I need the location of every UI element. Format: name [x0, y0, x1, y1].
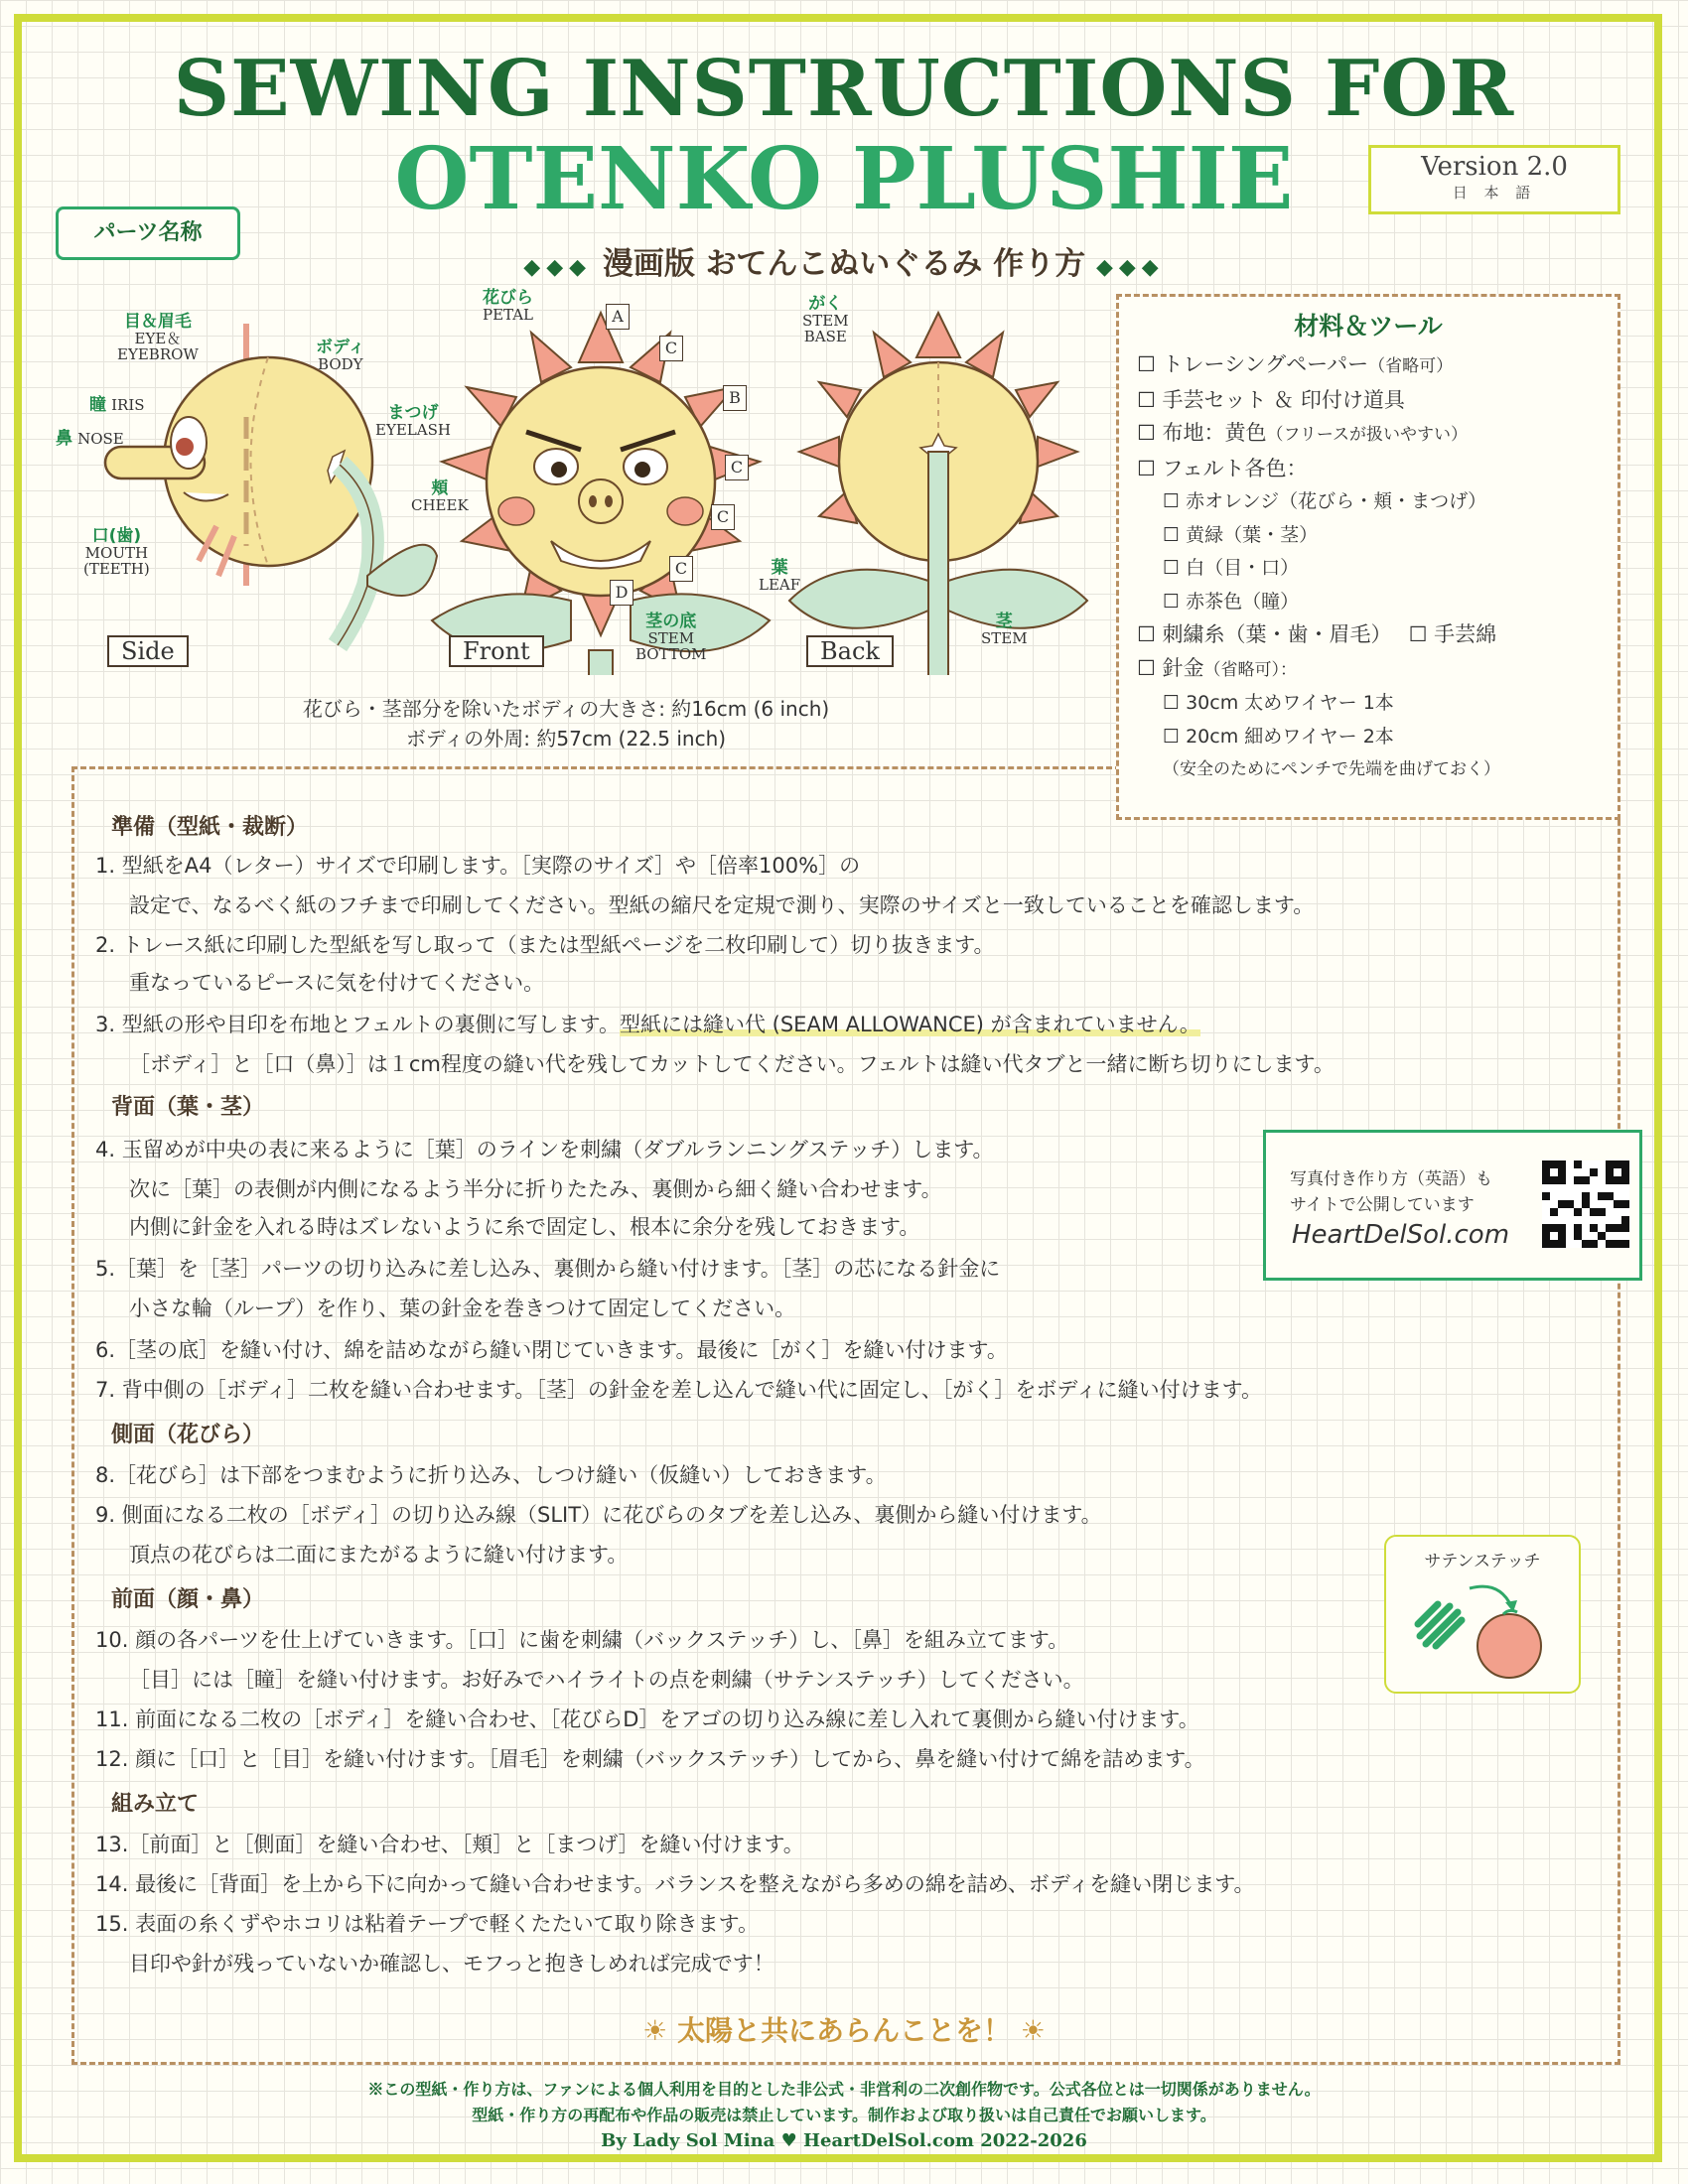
label-nose: 鼻 NOSE	[56, 429, 124, 449]
step-10: 10. 顔の各パーツを仕上げていきます。［口］に歯を刺繍（バックステッチ）し、［鼻］を組み立てます。	[95, 1628, 1069, 1652]
satin-stitch-box	[1384, 1535, 1581, 1694]
step-1-cont: 設定で、なるべく紙のフチまで印刷してください。型紙の縮尺を定規で測り、実際のサイズと一致していることを確認します。	[129, 893, 1315, 917]
petal-letter-c: C	[669, 556, 693, 582]
parts-tag: パーツ名称	[56, 206, 240, 260]
footer-line-2: 型紙・作り方の再配布や作品の販売は禁止しています。制作および取り扱いは自己責任でお願いします。	[472, 2106, 1216, 2124]
sun-icon: ☀	[1020, 2014, 1046, 2047]
material-item: ☐ 黄緑（葉・茎）	[1163, 523, 1319, 546]
materials-title: 材料＆ツール	[1294, 312, 1443, 341]
step-10-cont: ［目］には［瞳］を縫い付けます。お好みでハイライトの点を刺繍（サテンステッチ）してください。	[129, 1668, 1084, 1692]
step-5-cont: 小さな輪（ループ）を作り、葉の針金を巻きつけて固定してください。	[129, 1297, 796, 1320]
material-item: ☐ 刺繍糸（葉・歯・眉毛） ☐ 手芸綿	[1137, 622, 1497, 646]
side-view-illustration	[105, 324, 437, 645]
version-label: Version 2.0	[1421, 152, 1568, 182]
front-view-illustration	[432, 313, 770, 675]
label-leaf: 葉 LEAF	[759, 558, 801, 594]
step-13: 13.［前面］と［側面］を縫い合わせ、［頬］と［まつげ］を縫い付けます。	[95, 1833, 804, 1856]
label-cheek: 頬 CHEEK	[411, 478, 469, 514]
material-item: ☐ 赤オレンジ（花びら・頬・まつげ）	[1163, 490, 1487, 512]
label-petal: 花びら PETAL	[483, 288, 534, 324]
step-4-cont: 次に［葉］の表側が内側になるよう半分に折りたたみ、裏側から細く縫い合わせます。	[129, 1177, 942, 1201]
section-prep: 準備（型紙・裁断）	[111, 815, 309, 840]
title-line-2: OTENKO PLUSHIE	[394, 129, 1294, 229]
step-9-cont: 頂点の花びらは二面にまたがるように縫い付けます。	[129, 1543, 629, 1567]
back-view-illustration	[789, 313, 1087, 675]
satin-stitch-icon	[1400, 1576, 1565, 1686]
footer-line-1: ※この型紙・作り方は、ファンによる個人利用を目的とした非公式・非営利の二次創作物です。公式各位とは一切関係がありません。	[367, 2080, 1321, 2099]
material-item: ☐ 20cm 細めワイヤー 2本	[1163, 725, 1394, 748]
version-language: 日 本 語	[1452, 184, 1537, 202]
material-item: ☐ 布地：黄色（フリースが扱いやすい）	[1137, 421, 1468, 445]
petal-letter-c: C	[725, 455, 749, 480]
tag-front: Front	[449, 635, 544, 667]
label-eye: 目＆眉毛 EYE＆ EYEBROW	[117, 312, 199, 363]
label-mouth: 口(歯) MOUTH (TEETH)	[83, 526, 150, 578]
sun-icon: ☀	[642, 2014, 668, 2047]
material-item: ☐ 手芸セット ＆ 印付け道具	[1137, 387, 1405, 412]
step-7: 7. 背中側の［ボディ］二枚を縫い合わせます。［茎］の針金を差し込んで縫い代に固定し、［がく］をボディに縫い付けます。	[95, 1378, 1262, 1402]
subtitle	[0, 238, 1688, 283]
title-line-1: SEWING INSTRUCTIONS FOR	[173, 44, 1515, 134]
step-11: 11. 前面になる二枚の［ボディ］を縫い合わせ、［花びらD］をアゴの切り込み線に差し入れて裏側から縫い付けます。	[95, 1707, 1199, 1731]
label-iris: 瞳 IRIS	[89, 395, 145, 415]
petal-letter-d: D	[610, 580, 633, 606]
section-assembly: 組み立て	[111, 1792, 200, 1817]
step-6: 6.［茎の底］を縫い付け、綿を詰めながら縫い閉じていきます。最後に［がく］を縫い付けます。	[95, 1338, 1008, 1362]
tag-side: Side	[107, 635, 189, 667]
size-note-1: 花びら・茎部分を除いたボディの大きさ: 約16cm (6 inch)	[302, 697, 830, 721]
step-8: 8.［花びら］は下部をつまむように折り込み、しつけ縫い（仮縫い）しておきます。	[95, 1463, 887, 1487]
step-9: 9. 側面になる二枚の［ボディ］の切り込み線（SLIT）に花びらのタブを差し込み、裏側から縫い付けます。	[95, 1503, 1102, 1527]
step-3: 3. 型紙の形や目印を布地とフェルトの裏側に写します。型紙には縫い代 (SEAM ALLOWANCE) が含まれていません。	[95, 1013, 1200, 1036]
step-15: 15. 表面の糸くずやホコリは粘着テープで軽くたたいて取り除きます。	[95, 1912, 759, 1936]
label-stem-base: がく STEM BASE	[802, 294, 849, 345]
subtitle-text: 漫画版 おてんこぬいぐるみ 作り方	[602, 246, 1086, 282]
section-back: 背面（葉・茎）	[111, 1095, 265, 1120]
section-front: 前面（顔・鼻）	[111, 1587, 265, 1612]
step-4: 4. 玉留めが中央の表に来るように［葉］のラインを刺繍（ダブルランニングステッチ）します。	[95, 1138, 994, 1161]
label-stem-bottom: 茎の底 STEM BOTTOM	[635, 612, 707, 663]
step-12: 12. 顔に［口］と［目］を縫い付けます。［眉毛］を刺繍（バックステッチ）してから、鼻を縫い付けて綿を詰めます。	[95, 1747, 1205, 1771]
step-1: 1. 型紙をA4（レター）サイズで印刷します。［実際のサイズ］や［倍率100%］の	[95, 854, 861, 878]
section-side: 側面（花びら）	[111, 1423, 265, 1447]
satin-stitch-label: サテンステッチ	[1424, 1552, 1541, 1571]
closing-line	[0, 2009, 1688, 2049]
step-14: 14. 最後に［背面］を上から下に向かって縫い合わせます。バランスを整えながら多めの綿を詰め、ボディを縫い閉じます。	[95, 1872, 1255, 1896]
size-note-2: ボディの外周: 約57cm (22.5 inch)	[405, 727, 727, 751]
petal-letter-a: A	[606, 304, 630, 330]
step-4-cont2: 内側に針金を入れる時はズレないように糸で固定し、根本に余分を残しておきます。	[129, 1215, 920, 1239]
material-item: ☐ 針金（省略可）：	[1137, 655, 1298, 680]
materials-box	[1116, 294, 1620, 820]
site-link[interactable]: HeartDelSol.com	[1292, 1220, 1510, 1250]
step-2: 2. トレース紙に印刷した型紙を写し取って（または型紙ページを二枚印刷して）切り抜きます。	[95, 933, 995, 957]
material-item: ☐ 白（目・口）	[1163, 557, 1300, 579]
footer-credit: By Lady Sol Mina ♥ HeartDelSol.com 2022-2026	[601, 2130, 1087, 2151]
step-2-cont: 重なっているピースに気を付けてください。	[129, 971, 545, 995]
material-item: ☐ 赤茶色（瞳）	[1163, 590, 1300, 613]
closing-text: 太陽と共にあらんことを！	[676, 2014, 1011, 2047]
seam-allowance-highlight: 型紙には縫い代 (SEAM ALLOWANCE) が含まれていません。	[619, 1013, 1200, 1036]
qr-box	[1263, 1130, 1642, 1281]
material-item: ☐ トレーシングペーパー（省略可）	[1137, 352, 1454, 376]
label-stem: 茎 STEM	[981, 612, 1028, 647]
material-item: ☐ フェルト各色：	[1137, 456, 1308, 480]
step-15-cont: 目印や針が残っていないか確認し、モフっと抱きしめれば完成です！	[129, 1952, 774, 1976]
diamond-icon: ◆◆◆	[1095, 255, 1165, 280]
step-5: 5.［葉］を［茎］パーツの切り込みに差し込み、裏側から縫い付けます。［茎］の芯になる針金に	[95, 1257, 1001, 1281]
petal-letter-b: B	[723, 385, 747, 411]
step-3-cont: ［ボディ］と［口（鼻）］は１cm程度の縫い代を残してカットしてください。フェルトは縫い代タブと一緒に断ち切りにします。	[129, 1052, 1335, 1076]
label-eyelash: まつげ EYELASH	[375, 403, 451, 439]
tag-back: Back	[806, 635, 894, 667]
petal-letter-c: C	[659, 336, 683, 361]
material-note: （安全のためにペンチで先端を曲げておく）	[1163, 759, 1500, 779]
petal-letter-c: C	[711, 504, 735, 530]
version-badge	[1368, 145, 1620, 214]
plushie-illustrations	[40, 288, 1112, 675]
label-body: ボディ BODY	[316, 338, 365, 373]
diamond-icon: ◆◆◆	[523, 255, 593, 280]
qr-code-icon[interactable]	[1542, 1160, 1629, 1248]
qr-text: 写真付き作り方（英語）も サイトで公開しています	[1290, 1169, 1492, 1215]
material-item: ☐ 30cm 太めワイヤー 1本	[1163, 692, 1394, 714]
